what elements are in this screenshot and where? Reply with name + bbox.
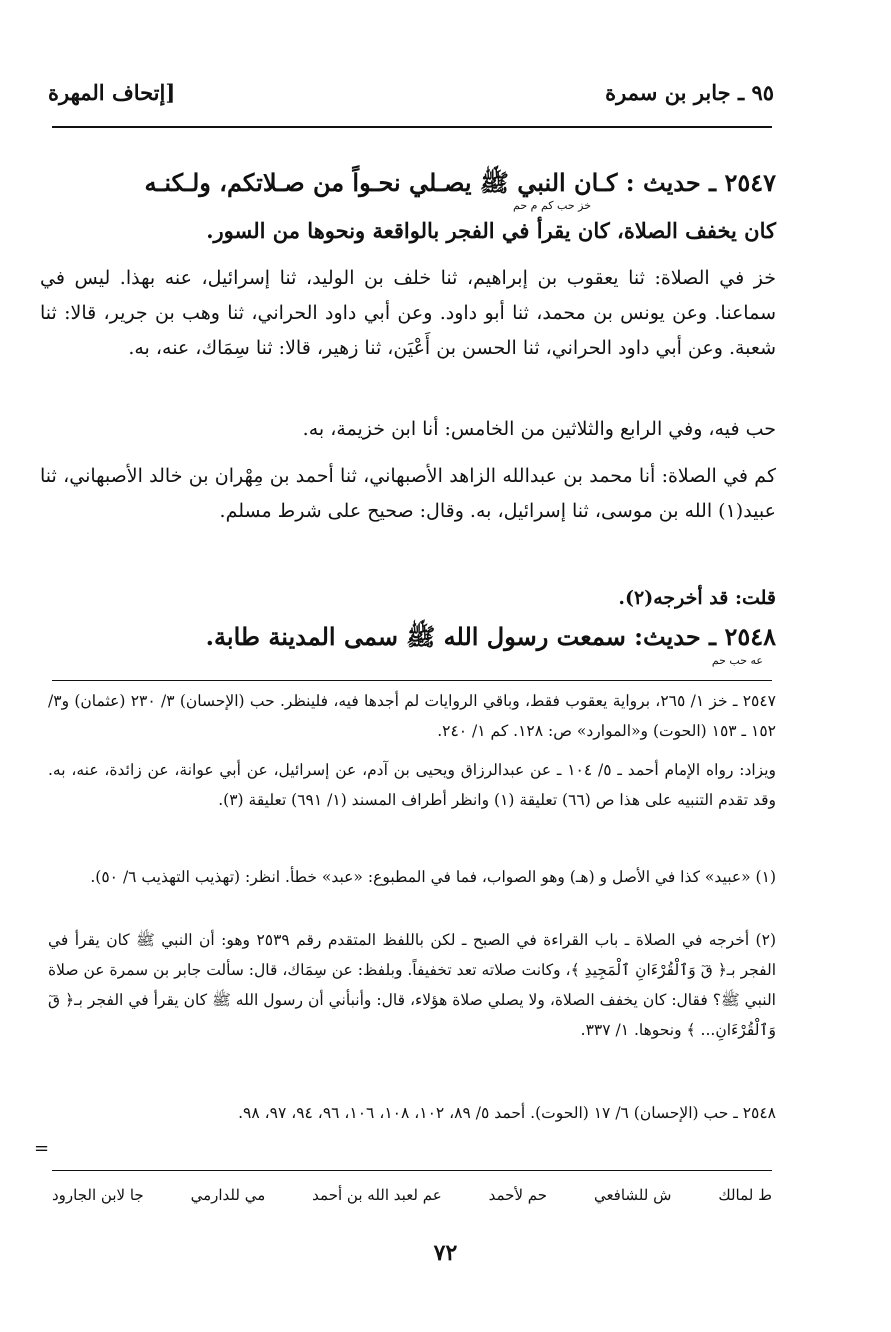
running-header (48, 80, 774, 112)
footnote-rule (52, 680, 772, 681)
book-title: [إتحاف المهرة (48, 80, 176, 105)
footnote-addition: ويزاد: رواه الإمام أحمد ـ ٥/ ١٠٤ ـ عن عبدالرزاق ويحيى بن آدم، عن إسرائيل، عن أبي عوانة، عن زائدة، عنه، به. وقد تقدم التنبيه على هذا ص (٦٦) تعليقة (١) وانظر أطراف المسند (١/ ٦٩١) تعليقة (٣). (48, 761, 777, 809)
paragraph-hibban: حب فيه، وفي الرابع والثلاثين من الخامس: أنا ابن خزيمة، به. (302, 418, 776, 440)
abbreviation-legend (52, 1186, 772, 1204)
legend-item: ش للشافعي (593, 1186, 672, 1204)
paragraph-qultu: قلت: قد أخرجه(٢). (618, 587, 776, 609)
paragraph-khuzayma: خز في الصلاة: ثنا يعقوب بن إبراهيم، ثنا خلف بن الوليد، ثنا إسرائيل، عنه بهذا. ليس في سماعنا. وعن يونس بن محمد، ثنا أبو داود. وعن أبي داود الحراني، ثنا وهب بن جرير، قالا: ثنا شعبة. وعن أبي داود الحراني، ثنا الحسن بن أَعْيَن، ثنا زهير، قالا: ثنا سِمَاك، عنه، به. (40, 267, 776, 359)
legend-item: مي للدارمي (190, 1186, 266, 1204)
chapter-title: ٩٥ ـ جابر بن سمرة (605, 80, 774, 105)
footnote-2547: ٢٥٤٧ ـ خز ١/ ٢٦٥، برواية يعقوب فقط، وباقي الروايات لم أجدها فيه، فلينظر. حب (الإحسان) ٣/ ٢٣٠ (عثمان) و٣/ ١٥٢ ـ ١٥٣ (الحوت) و«الموارد» ص: ١٢٨. كم ١/ ٢٤٠. (48, 692, 776, 740)
footnote-1: (١) «عبيد» كذا في الأصل و (هـ) وهو الصواب، فما في المطبوع: «عبد» خطأ. انظر: (تهذيب التهذيب ٦/ ٥٠). (90, 868, 776, 886)
hadith-2548-source-symbols: عه حب حم (711, 654, 763, 667)
legend-item: ط لمالك (718, 1186, 772, 1204)
page-number: ٧٢ (433, 1240, 458, 1266)
footnote-2548: ٢٥٤٨ ـ حب (الإحسان) ٦/ ١٧ (الحوت). أحمد ٥/ ٨٩، ١٠٢، ١٠٨، ١٠٦، ٩٦، ٩٤، ٩٧، ٩٨. (238, 1104, 776, 1122)
header-rule (52, 126, 772, 128)
hadith-2547-title: ٢٥٤٧ ـ حديث : كـان النبي ﷺ يصـلي نحـواً من صـلاتكم، ولـكنـه (144, 168, 776, 197)
hadith-2547-text: كان يخفف الصلاة، كان يقرأ في الفجر بالواقعة ونحوها من السور. (206, 218, 776, 243)
continuation-mark: = (34, 1138, 50, 1159)
hadith-2548-title: ٢٥٤٨ ـ حديث: سمعت رسول الله ﷺ سمى المدينة طابة. (205, 622, 776, 651)
legend-item: عم لعبد الله بن أحمد (312, 1186, 442, 1204)
legend-item: جا لابن الجارود (52, 1186, 144, 1204)
legend-rule (52, 1170, 772, 1171)
footnote-2: (٢) أخرجه في الصلاة ـ باب القراءة في الصبح ـ لكن باللفظ المتقدم رقم ٢٥٣٩ وهو: أن النبي ﷺ كان يقرأ في الفجر بـ﴿ قٓ وَٱلْقُرْءَانِ ٱلْمَجِيدِ ﴾، وكانت صلاته تعد تخفيفاً. وبلفظ: عن سِمَاك، قال: سألت جابر بن سمرة عن صلاة النبي ﷺ؟ فقال: كان يخفف الصلاة، ولا يصلي صلاة هؤلاء، قال: وأنبأني أن رسول الله ﷺ كان يقرأ في الفجر بـ﴿ قٓ وَٱلْقُرْءَانِ... ﴾ ونحوها. ١/ ٣٣٧. (48, 931, 776, 1039)
hadith-2547-source-symbols: خز حب كم م حم (513, 199, 591, 212)
paragraph-hakim: كم في الصلاة: أنا محمد بن عبدالله الزاهد الأصبهاني، ثنا أحمد بن مِهْران بن خالد الأصبهاني، ثنا عبيد(١) الله بن موسى، ثنا إسرائيل، به. وقال: صحيح على شرط مسلم. (40, 465, 776, 522)
legend-item: حم لأحمد (488, 1186, 548, 1204)
